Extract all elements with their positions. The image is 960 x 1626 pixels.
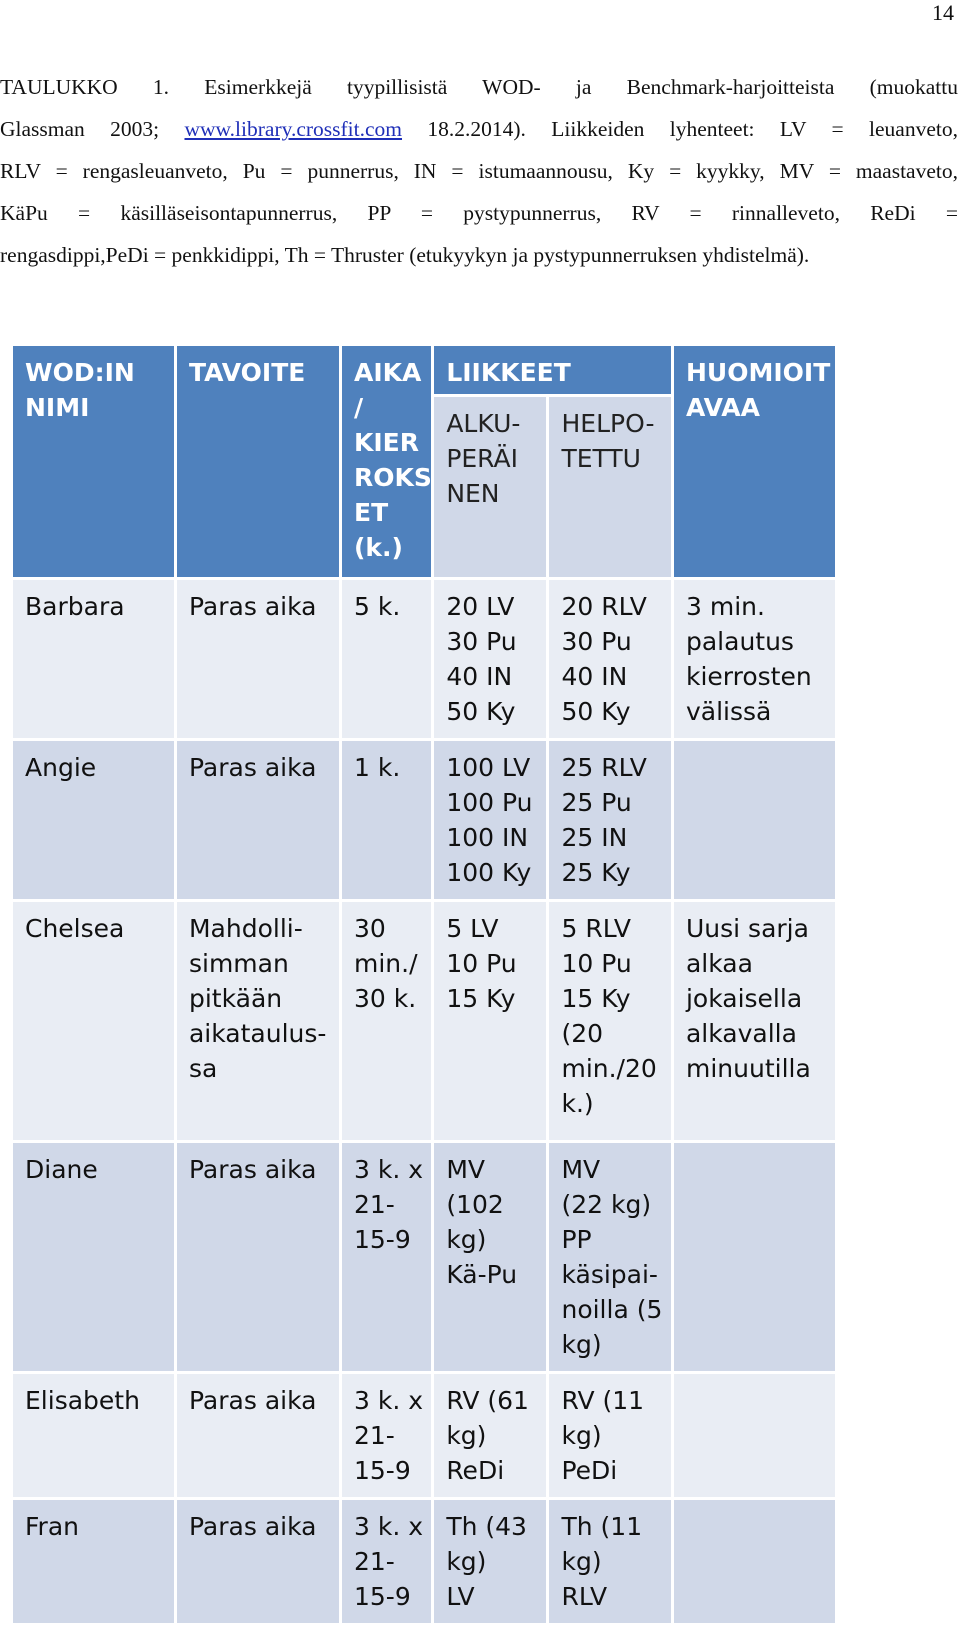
original-moves-cell-line: Kä-Pu [446, 1260, 518, 1289]
original-moves-cell-line: 30 Pu [446, 627, 517, 656]
caption-line-5: rengasdippi,PeDi = penkkidippi, Th = Thruster (etukyykyn ja pystypunnerruksen yhdistelmä). [0, 243, 810, 267]
header-notes [674, 346, 835, 577]
header-scaled-line: HELPO- [561, 409, 655, 438]
goal-cell-line: aikataulus- [188, 1019, 327, 1048]
header-time-line: (k.) [354, 533, 403, 562]
header-notes-line: HUOMIOIT [685, 358, 831, 387]
time-cell [342, 580, 431, 738]
table-row [13, 741, 835, 899]
header-name [13, 346, 174, 577]
scaled-moves-cell-line: 25 Pu [561, 788, 632, 817]
original-moves-cell-line: 100 Pu [446, 788, 533, 817]
scaled-moves-cell [549, 902, 671, 1140]
header-name-line: WOD:IN [25, 358, 135, 387]
time-cell-line: 3 k. x [354, 1386, 424, 1415]
scaled-moves-cell-line: (22 kg) [561, 1190, 652, 1219]
crossfit-link[interactable]: www.library.crossfit.com [184, 117, 403, 141]
header-time-line: ET [354, 498, 389, 527]
scaled-moves-cell-line: 5 RLV [561, 914, 631, 943]
scaled-moves-cell-line: kg) [561, 1421, 602, 1450]
caption-text: Glassman 2003; [0, 117, 160, 141]
notes-cell-line: minuutilla [685, 1054, 811, 1083]
scaled-moves-cell-line: min./20 [561, 1054, 657, 1083]
original-moves-cell-line: 15 Ky [446, 984, 516, 1013]
scaled-moves-cell-line: 25 IN [561, 823, 628, 852]
notes-cell-line: 3 min. [685, 592, 765, 621]
original-moves-cell-line: LV [446, 1582, 475, 1611]
original-moves-cell-line: 100 IN [446, 823, 529, 852]
original-moves-cell-line: 100 Ky [446, 858, 532, 887]
caption-line-4: KäPu = käsilläseisontapunnerrus, PP = pystypunnerrus, RV = rinnalleveto, ReDi = [0, 201, 958, 225]
time-cell-line: 30 k. [354, 984, 417, 1013]
header-original-line: ALKU- [446, 409, 521, 438]
original-moves-cell-line: 20 LV [446, 592, 515, 621]
time-cell-line: 15-9 [354, 1456, 411, 1485]
original-moves-cell-line: 5 LV [446, 914, 499, 943]
notes-cell [674, 902, 835, 1140]
scaled-moves-cell-line: noilla (5 [561, 1295, 663, 1324]
time-cell-line: 21- [354, 1190, 395, 1219]
goal-cell [177, 1374, 339, 1497]
time-cell [342, 1500, 431, 1623]
scaled-moves-cell-line: kg) [561, 1330, 602, 1359]
scaled-moves-cell [549, 1374, 671, 1497]
time-cell-line: 1 k. [354, 753, 401, 782]
scaled-moves-cell [549, 1143, 671, 1371]
header-goal-line: TAVOITE [188, 358, 306, 387]
goal-cell-line: Paras aika [188, 753, 317, 782]
goal-cell [177, 741, 339, 899]
scaled-moves-cell-line: 15 Ky [561, 984, 631, 1013]
notes-cell-line: alkaa [685, 949, 753, 978]
notes-cell-line: välissä [685, 697, 772, 726]
notes-cell-line: kierrosten [685, 662, 812, 691]
wod-name-cell: Angie [13, 741, 174, 899]
scaled-moves-cell [549, 1500, 671, 1623]
header-notes-line: AVAA [685, 393, 760, 422]
page-number: 14 [932, 0, 954, 25]
notes-cell-line: palautus [685, 627, 794, 656]
time-cell-line: 3 k. x [354, 1512, 424, 1541]
scaled-moves-cell-line: k.) [561, 1089, 594, 1118]
goal-cell-line: sa [188, 1054, 218, 1083]
original-moves-cell-line: Th (43 [446, 1512, 527, 1541]
original-moves-cell-line: ReDi [446, 1456, 505, 1485]
original-moves-cell-line: kg) [446, 1225, 487, 1254]
header-original [434, 397, 546, 577]
header-original-line: NEN [446, 479, 500, 508]
time-cell-line: min./ [354, 949, 418, 978]
scaled-moves-cell-line: 40 IN [561, 662, 628, 691]
time-cell-line: 15-9 [354, 1582, 411, 1611]
wod-name-cell: Elisabeth [13, 1374, 174, 1497]
caption-line-1: TAULUKKO 1. Esimerkkejä tyypillisistä WOD- ja Benchmark-harjoitteista (muokattu [0, 75, 958, 99]
original-moves-cell-line: 10 Pu [446, 949, 517, 978]
notes-cell [674, 741, 835, 899]
scaled-moves-cell-line: 10 Pu [561, 949, 632, 978]
time-cell-line: 15-9 [354, 1225, 411, 1254]
header-time [342, 346, 431, 577]
header-scaled [549, 397, 671, 577]
time-cell [342, 741, 431, 899]
header-original-line: PERÄI [446, 444, 519, 473]
notes-cell [674, 1143, 835, 1371]
notes-cell [674, 1500, 835, 1623]
table-row [13, 580, 835, 738]
goal-cell [177, 1500, 339, 1623]
original-moves-cell [434, 1143, 546, 1371]
header-moves-line: LIIKKEET [446, 358, 571, 387]
caption-line-2 [0, 108, 958, 150]
original-moves-cell-line: 40 IN [446, 662, 513, 691]
scaled-moves-cell-line: (20 [561, 1019, 604, 1048]
header-time-line: AIKA [354, 358, 422, 387]
header-time-line: ROKS [354, 463, 432, 492]
original-moves-cell-line: MV [446, 1155, 485, 1184]
scaled-moves-cell-line: 50 Ky [561, 697, 631, 726]
table-row [13, 1500, 835, 1623]
original-moves-cell-line: kg) [446, 1547, 487, 1576]
notes-cell [674, 1374, 835, 1497]
goal-cell-line: simman [188, 949, 289, 978]
notes-cell-line: alkavalla [685, 1019, 797, 1048]
original-moves-cell-line: (102 [446, 1190, 504, 1219]
header-scaled-line: TETTU [561, 444, 641, 473]
original-moves-cell-line: kg) [446, 1421, 487, 1450]
goal-cell [177, 1143, 339, 1371]
time-cell-line: 5 k. [354, 592, 401, 621]
goal-cell-line: Paras aika [188, 592, 317, 621]
header-time-line: / [354, 393, 364, 422]
goal-cell [177, 580, 339, 738]
wod-name-cell: Diane [13, 1143, 174, 1371]
scaled-moves-cell-line: PeDi [561, 1456, 618, 1485]
scaled-moves-cell-line: RV (11 [561, 1386, 645, 1415]
scaled-moves-cell-line: MV [561, 1155, 601, 1184]
table-row [13, 902, 835, 1140]
original-moves-cell [434, 580, 546, 738]
original-moves-cell [434, 902, 546, 1140]
goal-cell-line: pitkään [188, 984, 283, 1013]
header-time-line: KIER [354, 428, 420, 457]
scaled-moves-cell-line: 20 RLV [561, 592, 647, 621]
table-caption [0, 66, 958, 276]
goal-cell [177, 902, 339, 1140]
scaled-moves-cell-line: 25 Ky [561, 858, 631, 887]
notes-cell [674, 580, 835, 738]
notes-cell-line: jokaisella [685, 984, 803, 1013]
caption-line-3: RLV = rengasleuanveto, Pu = punnerrus, IN = istumaannousu, Ky = kyykky, MV = maastaveto, [0, 159, 958, 183]
table-row [13, 1143, 835, 1371]
scaled-moves-cell [549, 580, 671, 738]
scaled-moves-cell-line: RLV [561, 1582, 608, 1611]
wod-name-cell: Barbara [13, 580, 174, 738]
goal-cell-line: Mahdolli- [188, 914, 303, 943]
header-row [13, 346, 835, 394]
time-cell [342, 902, 431, 1140]
table-row [13, 1374, 835, 1497]
original-moves-cell-line: RV (61 [446, 1386, 529, 1415]
caption-text: 18.2.2014). Liikkeiden lyhenteet: LV = leuanveto, [427, 117, 958, 141]
time-cell-line: 30 [354, 914, 386, 943]
notes-cell-line: Uusi sarja [685, 914, 809, 943]
scaled-moves-cell-line: 25 RLV [561, 753, 647, 782]
goal-cell-line: Paras aika [188, 1386, 317, 1415]
header-moves [434, 346, 671, 394]
scaled-moves-cell-line: 30 Pu [561, 627, 632, 656]
header-goal [177, 346, 339, 577]
scaled-moves-cell [549, 741, 671, 899]
original-moves-cell [434, 741, 546, 899]
original-moves-cell [434, 1500, 546, 1623]
time-cell-line: 21- [354, 1547, 395, 1576]
header-name-line: NIMI [25, 393, 90, 422]
time-cell-line: 21- [354, 1421, 395, 1450]
scaled-moves-cell-line: PP [561, 1225, 592, 1254]
original-moves-cell-line: 100 LV [446, 753, 531, 782]
scaled-moves-cell-line: kg) [561, 1547, 602, 1576]
original-moves-cell [434, 1374, 546, 1497]
wod-name-cell: Fran [13, 1500, 174, 1623]
wod-table [10, 343, 838, 1626]
goal-cell-line: Paras aika [188, 1512, 317, 1541]
scaled-moves-cell-line: Th (11 [561, 1512, 643, 1541]
original-moves-cell-line: 50 Ky [446, 697, 516, 726]
goal-cell-line: Paras aika [188, 1155, 317, 1184]
time-cell-line: 3 k. x [354, 1155, 424, 1184]
wod-name-cell: Chelsea [13, 902, 174, 1140]
time-cell [342, 1143, 431, 1371]
time-cell [342, 1374, 431, 1497]
scaled-moves-cell-line: käsipai- [561, 1260, 658, 1289]
